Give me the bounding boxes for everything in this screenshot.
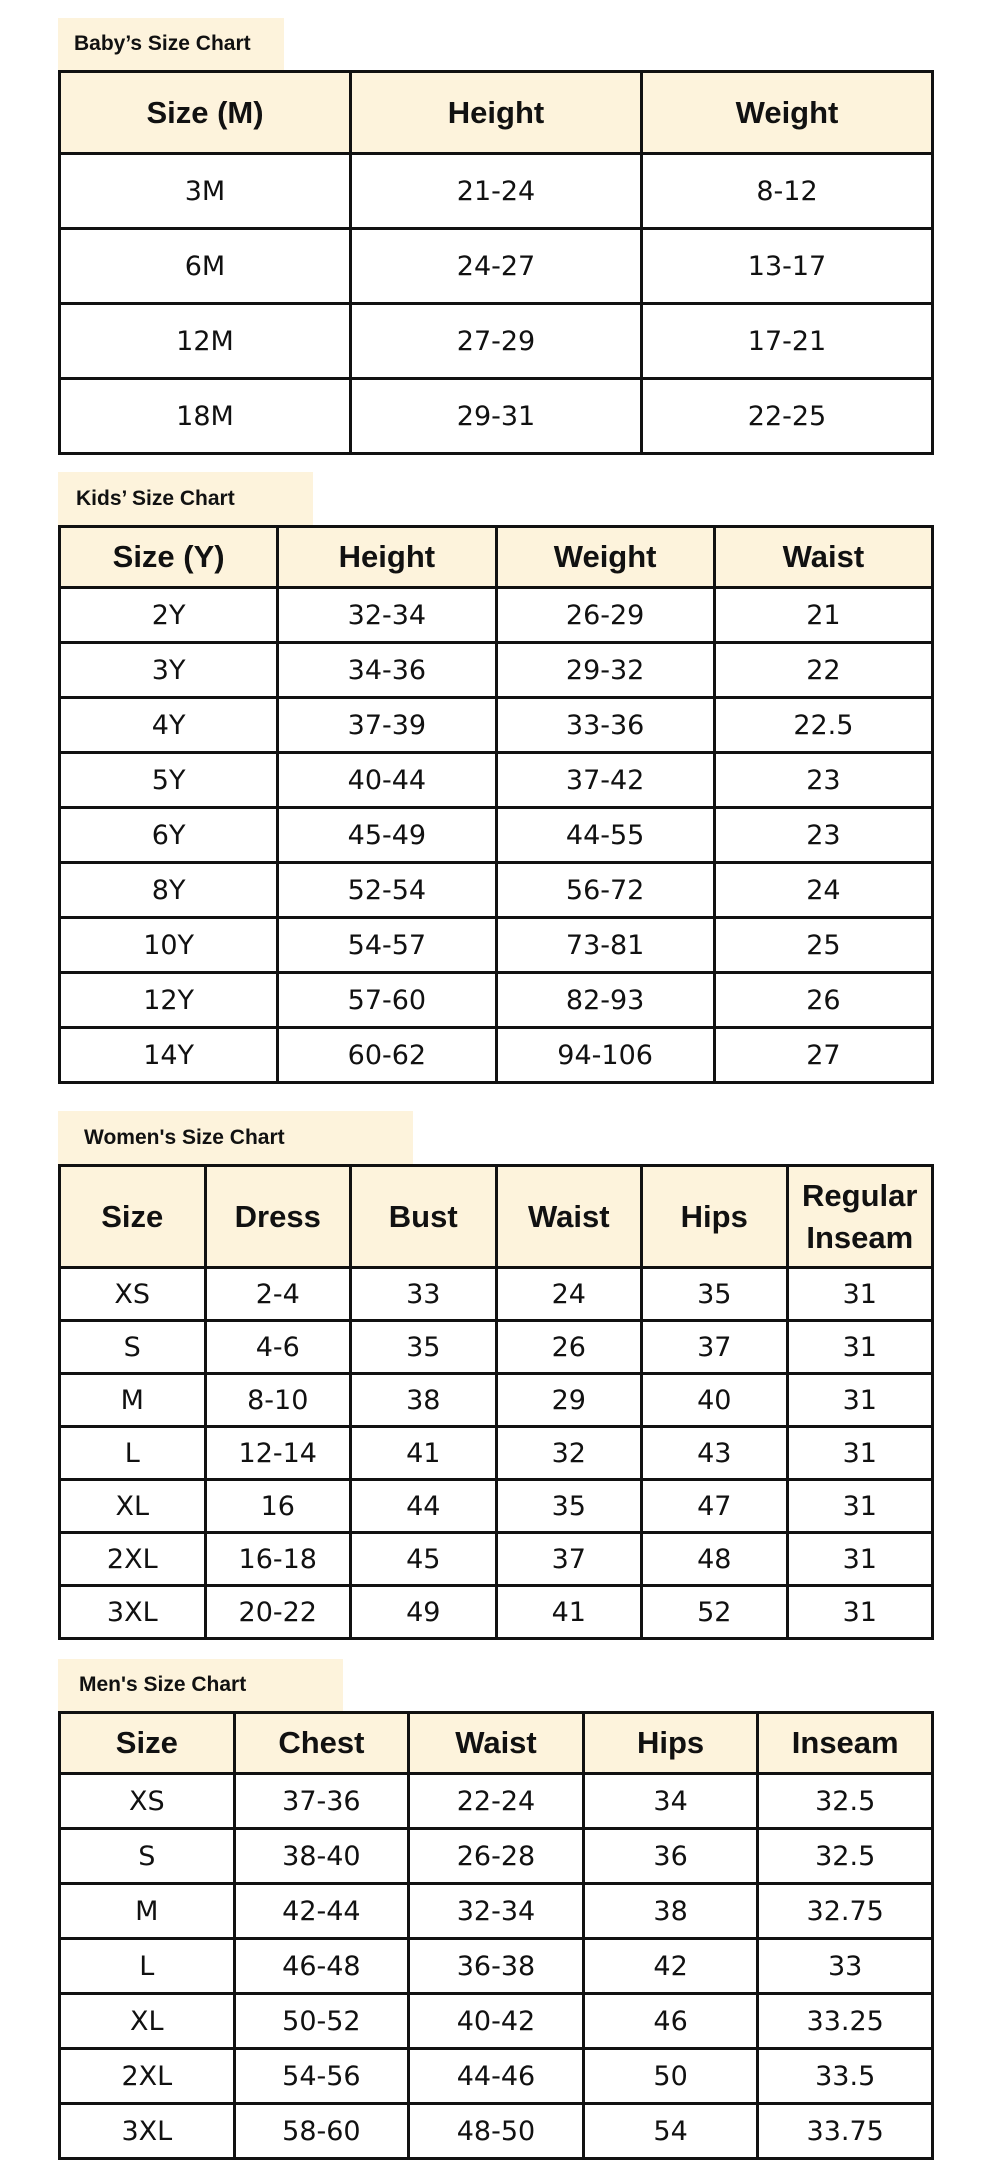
table-cell-weight: 29-32 xyxy=(496,643,714,698)
table-cell-waist: 24 xyxy=(714,863,932,918)
table-row xyxy=(60,1994,933,2049)
table-cell-height: 60-62 xyxy=(278,1028,496,1083)
column-header-inseam: Inseam xyxy=(758,1713,933,1774)
table-cell-size-y: 10Y xyxy=(60,918,278,973)
table-row xyxy=(60,1427,933,1480)
table-cell-size: 2XL xyxy=(60,1533,206,1586)
table-cell-dress: 12-14 xyxy=(205,1427,351,1480)
column-header-size-m: Size (M) xyxy=(60,72,351,154)
table-cell-size-m: 3M xyxy=(60,154,351,229)
table-cell-weight: 73-81 xyxy=(496,918,714,973)
table-cell-bust: 49 xyxy=(351,1586,497,1639)
table-cell-inseam: 33.5 xyxy=(758,2049,933,2104)
table-cell-hips: 42 xyxy=(583,1939,758,1994)
table-cell-hips: 43 xyxy=(642,1427,788,1480)
table-cell-size: 3XL xyxy=(60,1586,206,1639)
table-cell-hips: 36 xyxy=(583,1829,758,1884)
table-cell-weight: 82-93 xyxy=(496,973,714,1028)
table-cell-waist: 37 xyxy=(496,1533,642,1586)
table-row xyxy=(60,1884,933,1939)
table-cell-weight: 37-42 xyxy=(496,753,714,808)
table-row xyxy=(60,918,933,973)
table-cell-weight: 8-12 xyxy=(642,154,933,229)
column-header-hips: Hips xyxy=(583,1713,758,1774)
table-cell-height: 40-44 xyxy=(278,753,496,808)
table-cell-size: XS xyxy=(60,1268,206,1321)
table-row xyxy=(60,863,933,918)
column-header-size-y: Size (Y) xyxy=(60,527,278,588)
table-cell-size-y: 5Y xyxy=(60,753,278,808)
table-cell-size-y: 2Y xyxy=(60,588,278,643)
table-cell-height: 27-29 xyxy=(351,304,642,379)
table-row xyxy=(60,1774,933,1829)
table-row xyxy=(60,2104,933,2159)
table-cell-height: 21-24 xyxy=(351,154,642,229)
table-row xyxy=(60,588,933,643)
table-cell-hips: 52 xyxy=(642,1586,788,1639)
table-cell-waist: 29 xyxy=(496,1374,642,1427)
table-cell-hips: 38 xyxy=(583,1884,758,1939)
table-cell-regular-inseam: 31 xyxy=(787,1321,933,1374)
table-cell-waist: 41 xyxy=(496,1586,642,1639)
table-row xyxy=(60,379,933,454)
column-header-weight: Weight xyxy=(642,72,933,154)
column-header-waist: Waist xyxy=(496,1166,642,1268)
table-cell-height: 34-36 xyxy=(278,643,496,698)
table-cell-waist: 26 xyxy=(496,1321,642,1374)
table-cell-hips: 47 xyxy=(642,1480,788,1533)
table-cell-bust: 44 xyxy=(351,1480,497,1533)
table-cell-height: 45-49 xyxy=(278,808,496,863)
table-row xyxy=(60,2049,933,2104)
table-header-row xyxy=(60,1713,933,1774)
table-cell-weight: 94-106 xyxy=(496,1028,714,1083)
table-cell-size: 3XL xyxy=(60,2104,235,2159)
table-cell-weight: 17-21 xyxy=(642,304,933,379)
table-cell-chest: 58-60 xyxy=(234,2104,409,2159)
table-cell-waist: 22 xyxy=(714,643,932,698)
table-row xyxy=(60,808,933,863)
table-cell-hips: 48 xyxy=(642,1533,788,1586)
table-cell-inseam: 32.5 xyxy=(758,1774,933,1829)
table-cell-size: XS xyxy=(60,1774,235,1829)
table-row xyxy=(60,643,933,698)
column-header-waist: Waist xyxy=(409,1713,584,1774)
table-cell-weight: 13-17 xyxy=(642,229,933,304)
table-cell-waist: 32 xyxy=(496,1427,642,1480)
column-header-hips: Hips xyxy=(642,1166,788,1268)
table-cell-weight: 44-55 xyxy=(496,808,714,863)
table-row xyxy=(60,973,933,1028)
table-cell-hips: 40 xyxy=(642,1374,788,1427)
table-row xyxy=(60,753,933,808)
column-header-chest: Chest xyxy=(234,1713,409,1774)
table-cell-waist: 40-42 xyxy=(409,1994,584,2049)
table-cell-size-m: 12M xyxy=(60,304,351,379)
table-cell-inseam: 33 xyxy=(758,1939,933,1994)
table-cell-size-m: 6M xyxy=(60,229,351,304)
table-cell-chest: 37-36 xyxy=(234,1774,409,1829)
table-cell-size-y: 3Y xyxy=(60,643,278,698)
table-header-row xyxy=(60,72,933,154)
table-cell-size: M xyxy=(60,1884,235,1939)
table-cell-hips: 46 xyxy=(583,1994,758,2049)
column-header-size: Size xyxy=(60,1713,235,1774)
table-cell-regular-inseam: 31 xyxy=(787,1586,933,1639)
table-cell-waist: 26 xyxy=(714,973,932,1028)
table-cell-weight: 33-36 xyxy=(496,698,714,753)
table-cell-waist: 27 xyxy=(714,1028,932,1083)
table-row xyxy=(60,1321,933,1374)
table-cell-height: 52-54 xyxy=(278,863,496,918)
table-cell-chest: 42-44 xyxy=(234,1884,409,1939)
table-row xyxy=(60,1480,933,1533)
table-cell-height: 29-31 xyxy=(351,379,642,454)
table-cell-inseam: 32.75 xyxy=(758,1884,933,1939)
table-cell-waist: 23 xyxy=(714,753,932,808)
table-cell-height: 37-39 xyxy=(278,698,496,753)
column-header-bust: Bust xyxy=(351,1166,497,1268)
table-cell-hips: 50 xyxy=(583,2049,758,2104)
table-row xyxy=(60,1829,933,1884)
table-cell-height: 54-57 xyxy=(278,918,496,973)
table-cell-bust: 33 xyxy=(351,1268,497,1321)
table-cell-waist: 24 xyxy=(496,1268,642,1321)
table-cell-waist: 35 xyxy=(496,1480,642,1533)
table-cell-size-y: 4Y xyxy=(60,698,278,753)
table-cell-size: S xyxy=(60,1829,235,1884)
table-cell-waist: 36-38 xyxy=(409,1939,584,1994)
table-row xyxy=(60,229,933,304)
table-cell-hips: 54 xyxy=(583,2104,758,2159)
table-cell-chest: 46-48 xyxy=(234,1939,409,1994)
table-cell-size-m: 18M xyxy=(60,379,351,454)
table-cell-size: 2XL xyxy=(60,2049,235,2104)
table-cell-bust: 38 xyxy=(351,1374,497,1427)
table-cell-dress: 20-22 xyxy=(205,1586,351,1639)
table-cell-dress: 8-10 xyxy=(205,1374,351,1427)
table-cell-bust: 41 xyxy=(351,1427,497,1480)
table-cell-waist: 23 xyxy=(714,808,932,863)
table-cell-size-y: 12Y xyxy=(60,973,278,1028)
table-cell-chest: 54-56 xyxy=(234,2049,409,2104)
table-cell-regular-inseam: 31 xyxy=(787,1533,933,1586)
column-header-waist: Waist xyxy=(714,527,932,588)
table-cell-waist: 44-46 xyxy=(409,2049,584,2104)
table-cell-dress: 2-4 xyxy=(205,1268,351,1321)
baby-size-table xyxy=(58,70,934,455)
table-cell-waist: 22-24 xyxy=(409,1774,584,1829)
table-cell-regular-inseam: 31 xyxy=(787,1427,933,1480)
table-cell-weight: 26-29 xyxy=(496,588,714,643)
table-cell-waist: 48-50 xyxy=(409,2104,584,2159)
table-cell-waist: 21 xyxy=(714,588,932,643)
table-cell-waist: 25 xyxy=(714,918,932,973)
kids-size-table xyxy=(58,525,934,1084)
table-row xyxy=(60,1268,933,1321)
table-row xyxy=(60,154,933,229)
table-cell-hips: 35 xyxy=(642,1268,788,1321)
table-cell-waist: 26-28 xyxy=(409,1829,584,1884)
table-cell-chest: 38-40 xyxy=(234,1829,409,1884)
baby-size-chart-title: Baby’s Size Chart xyxy=(58,18,284,70)
column-header-dress: Dress xyxy=(205,1166,351,1268)
column-header-weight: Weight xyxy=(496,527,714,588)
table-cell-size: L xyxy=(60,1427,206,1480)
table-cell-weight: 22-25 xyxy=(642,379,933,454)
table-row xyxy=(60,304,933,379)
table-header-row xyxy=(60,1166,933,1268)
men-size-chart-title: Men's Size Chart xyxy=(58,1659,343,1711)
men-size-table xyxy=(58,1711,934,2160)
table-cell-hips: 37 xyxy=(642,1321,788,1374)
table-cell-chest: 50-52 xyxy=(234,1994,409,2049)
column-header-height: Height xyxy=(278,527,496,588)
table-row xyxy=(60,698,933,753)
table-cell-size: S xyxy=(60,1321,206,1374)
table-cell-waist: 32-34 xyxy=(409,1884,584,1939)
table-cell-size: L xyxy=(60,1939,235,1994)
table-cell-inseam: 33.75 xyxy=(758,2104,933,2159)
table-cell-waist: 22.5 xyxy=(714,698,932,753)
table-cell-inseam: 33.25 xyxy=(758,1994,933,2049)
table-cell-height: 24-27 xyxy=(351,229,642,304)
column-header-height: Height xyxy=(351,72,642,154)
table-cell-regular-inseam: 31 xyxy=(787,1268,933,1321)
table-cell-inseam: 32.5 xyxy=(758,1829,933,1884)
table-row xyxy=(60,1028,933,1083)
women-size-chart-title: Women's Size Chart xyxy=(58,1111,413,1164)
table-cell-size-y: 14Y xyxy=(60,1028,278,1083)
table-cell-size: XL xyxy=(60,1480,206,1533)
table-cell-size-y: 6Y xyxy=(60,808,278,863)
table-cell-dress: 16-18 xyxy=(205,1533,351,1586)
column-header-size: Size xyxy=(60,1166,206,1268)
table-cell-dress: 4-6 xyxy=(205,1321,351,1374)
table-cell-bust: 45 xyxy=(351,1533,497,1586)
table-cell-size: M xyxy=(60,1374,206,1427)
table-cell-weight: 56-72 xyxy=(496,863,714,918)
column-header-regular-inseam: Regular Inseam xyxy=(787,1166,933,1268)
table-cell-height: 57-60 xyxy=(278,973,496,1028)
table-cell-size: XL xyxy=(60,1994,235,2049)
women-size-table xyxy=(58,1164,934,1640)
table-row xyxy=(60,1586,933,1639)
table-row xyxy=(60,1533,933,1586)
table-cell-dress: 16 xyxy=(205,1480,351,1533)
table-cell-regular-inseam: 31 xyxy=(787,1374,933,1427)
table-cell-bust: 35 xyxy=(351,1321,497,1374)
table-header-row xyxy=(60,527,933,588)
table-cell-regular-inseam: 31 xyxy=(787,1480,933,1533)
table-row xyxy=(60,1939,933,1994)
table-cell-hips: 34 xyxy=(583,1774,758,1829)
kids-size-chart-title: Kids’ Size Chart xyxy=(58,472,313,525)
table-row xyxy=(60,1374,933,1427)
table-cell-height: 32-34 xyxy=(278,588,496,643)
table-cell-size-y: 8Y xyxy=(60,863,278,918)
